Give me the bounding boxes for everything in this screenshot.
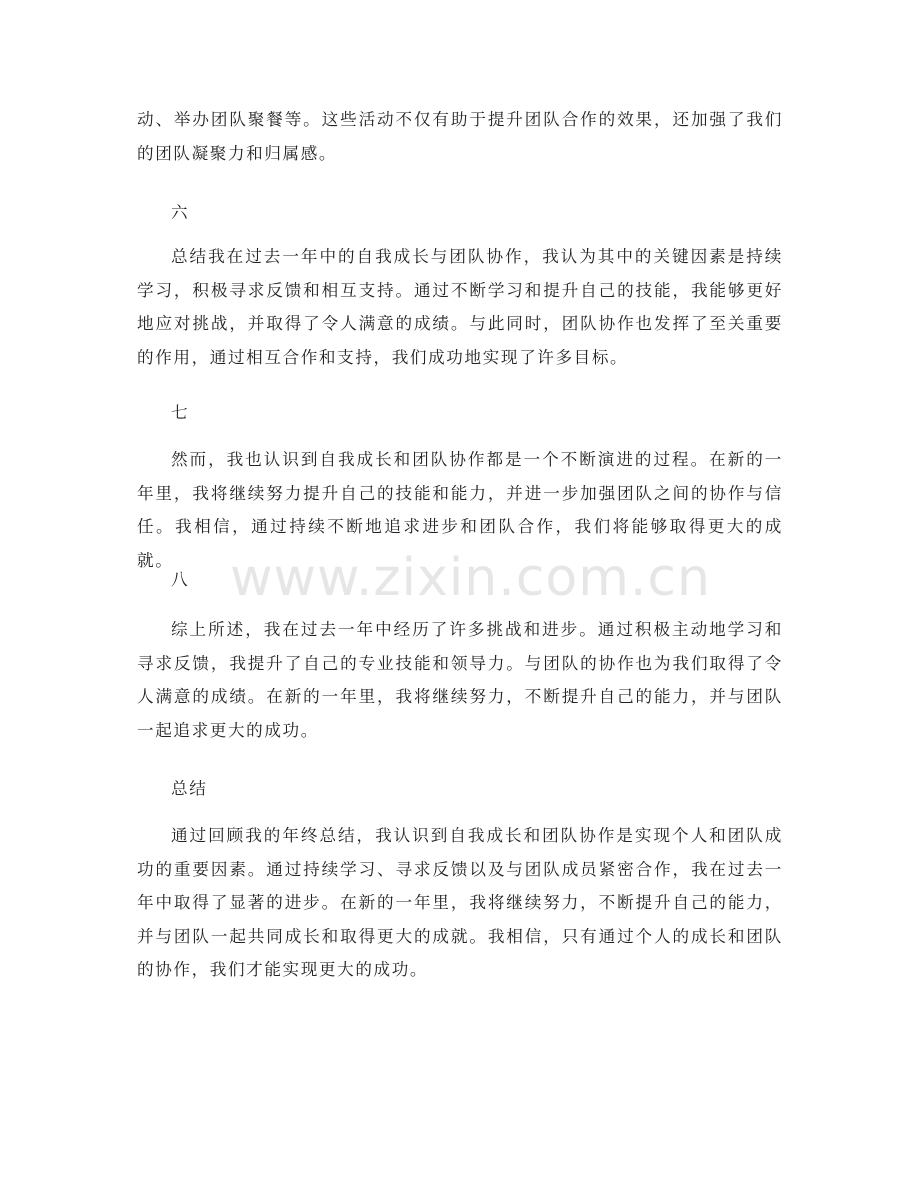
section-heading-8: 八 xyxy=(171,570,190,589)
watermark: www.zixin.com.cn xyxy=(230,548,711,608)
section-heading-7: 七 xyxy=(171,403,190,422)
section-heading-6: 六 xyxy=(171,203,190,222)
section-heading-summary: 总结 xyxy=(171,779,208,798)
paragraph-section-8: 综上所述，我在过去一年中经历了许多挑战和进步。通过积极主动地学习和寻求反馈，我提升了自己的专业技能和领导力。与团队的协作也为我们取得了令人满意的成绩。在新的一年里，我将继续努力，不断提升自己的能力，并与团队一起追求更大的成功。 xyxy=(137,620,783,740)
paragraph-summary: 通过回顾我的年终总结，我认识到自我成长和团队协作是实现个人和团队成功的重要因素。通过持续学习、寻求反馈以及与团队成员紧密合作，我在过去一年中取得了显著的进步。在新的一年里，我将继续努力，不断提升自己的能力，并与团队一起共同成长和取得更大的成就。我相信，只有通过个人的成长和团队的协作，我们才能实现更大的成功。 xyxy=(137,826,783,979)
paragraph-section-7: 然而，我也认识到自我成长和团队协作都是一个不断演进的过程。在新的一年里，我将继续努力提升自己的技能和能力，并进一步加强团队之间的协作与信任。我相信，通过持续不断地追求进步和团队合作，我们将能够取得更大的成就。 xyxy=(137,450,783,570)
paragraph-section-6: 总结我在过去一年中的自我成长与团队协作，我认为其中的关键因素是持续学习，积极寻求反馈和相互支持。通过不断学习和提升自己的技能，我能够更好地应对挑战，并取得了令人满意的成绩。与此同时，团队协作也发挥了至关重要的作用，通过相互合作和支持，我们成功地实现了许多目标。 xyxy=(137,247,783,367)
paragraph-intro: 动、举办团队聚餐等。这些活动不仅有助于提升团队合作的效果，还加强了我们的团队凝聚力和归属感。 xyxy=(137,110,783,163)
